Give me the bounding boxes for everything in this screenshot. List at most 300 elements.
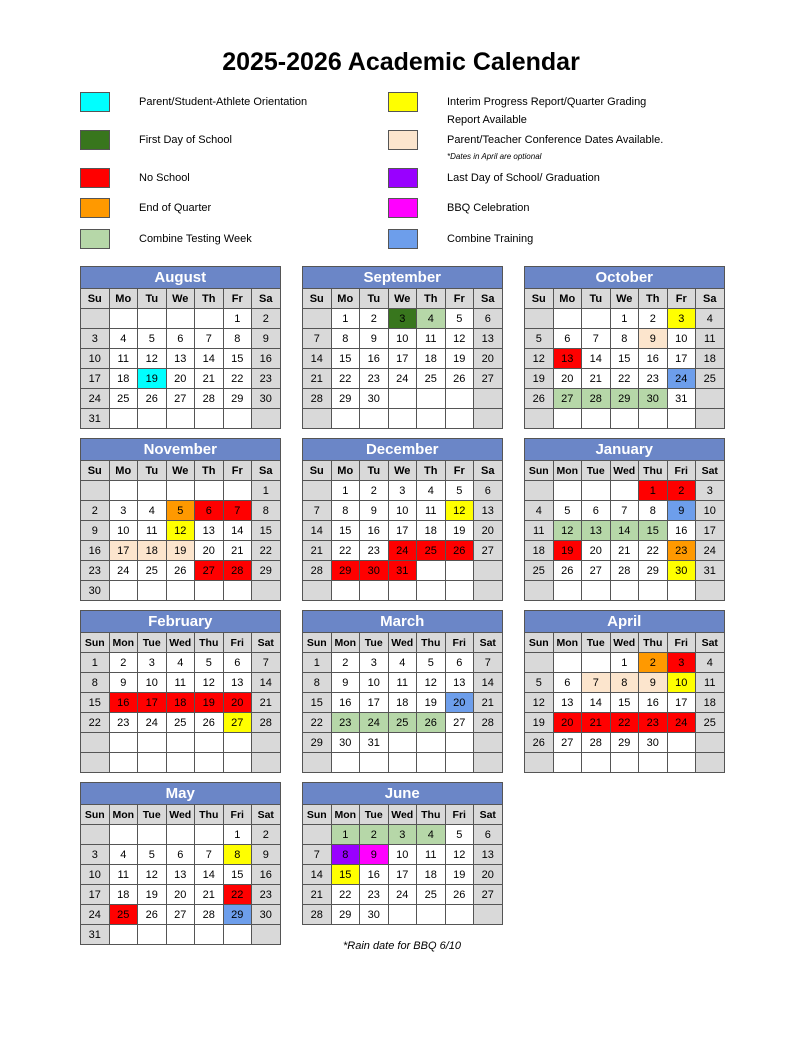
empty-cell [417,561,446,581]
empty-cell [610,481,639,501]
empty-cell [223,581,252,601]
day-cell: 31 [81,925,110,945]
weekday-header: Fr [223,461,252,481]
day-cell: 4 [417,309,446,329]
day-cell: 27 [474,369,503,389]
day-cell: 12 [138,349,167,369]
day-cell: 20 [166,369,195,389]
day-cell: 10 [388,845,417,865]
day-cell: 13 [474,845,503,865]
day-cell: 30 [360,905,389,925]
empty-cell [138,825,167,845]
weekday-header: Sun [525,633,554,653]
day-cell: 13 [223,673,252,693]
day-cell: 16 [360,349,389,369]
day-cell: 7 [582,329,611,349]
legend-label-noschool: No School [139,172,190,184]
weekday-header: We [610,289,639,309]
day-cell: 15 [331,865,360,885]
day-cell: 16 [81,541,110,561]
weekday-header: Mo [331,289,360,309]
empty-cell [445,905,474,925]
day-cell: 16 [639,693,668,713]
day-cell: 29 [252,561,281,581]
weekday-header: Tu [138,289,167,309]
legend-label-training: Combine Training [447,233,534,245]
empty-cell [166,581,195,601]
empty-cell [195,481,224,501]
day-cell: 17 [667,693,696,713]
month-june [302,782,503,925]
day-cell: 24 [138,713,167,733]
weekday-header: Tue [582,461,611,481]
day-cell: 26 [525,733,554,753]
day-cell: 11 [417,845,446,865]
empty-cell [474,905,503,925]
day-cell: 25 [166,713,195,733]
day-cell: 23 [667,541,696,561]
day-cell: 23 [360,369,389,389]
empty-cell [81,733,110,753]
day-cell: 5 [445,309,474,329]
month-name: May [81,783,281,805]
month-name: November [81,439,281,461]
day-cell: 1 [331,309,360,329]
legend-label-quarter: End of Quarter [139,202,212,214]
day-cell: 27 [445,713,474,733]
empty-cell [360,753,389,773]
day-cell: 14 [303,865,332,885]
weekday-header: Tue [138,633,167,653]
day-cell: 9 [667,501,696,521]
weekday-header: Wed [166,633,195,653]
month-name: February [81,611,281,633]
day-cell: 24 [388,369,417,389]
empty-cell [610,753,639,773]
legend-swatch-lastday [388,168,418,188]
day-cell: 24 [81,389,110,409]
legend-swatch-conference [388,130,418,150]
day-cell: 15 [639,521,668,541]
month-september [302,266,503,429]
day-cell: 29 [223,389,252,409]
weekday-header: Fr [445,289,474,309]
day-cell: 1 [331,481,360,501]
legend-label-conference: Parent/Teacher Conference Dates Available. [447,134,664,146]
day-cell: 5 [195,653,224,673]
day-cell: 17 [81,885,110,905]
weekday-header: Fri [667,633,696,653]
legend-label-lastday: Last Day of School/ Graduation [447,172,600,184]
day-cell: 16 [639,349,668,369]
day-cell: 12 [445,845,474,865]
empty-cell [360,581,389,601]
empty-cell [445,581,474,601]
empty-cell [639,409,668,429]
weekday-header: Mon [109,633,138,653]
empty-cell [109,925,138,945]
day-cell: 8 [610,329,639,349]
legend-swatch-noschool [80,168,110,188]
day-cell: 23 [639,369,668,389]
empty-cell [166,309,195,329]
day-cell: 1 [639,481,668,501]
day-cell: 1 [303,653,332,673]
month-name: October [525,267,725,289]
empty-cell [138,481,167,501]
day-cell: 19 [525,369,554,389]
weekday-header: Fri [223,805,252,825]
empty-cell [166,409,195,429]
day-cell: 14 [195,349,224,369]
weekday-header: Thu [195,805,224,825]
day-cell: 8 [223,845,252,865]
legend-swatch-interim [388,92,418,112]
day-cell: 16 [360,521,389,541]
empty-cell [195,825,224,845]
day-cell: 25 [109,905,138,925]
day-cell: 15 [610,349,639,369]
day-cell: 7 [303,329,332,349]
month-january [524,438,725,601]
weekday-header: Tu [138,461,167,481]
day-cell: 12 [525,693,554,713]
empty-cell [195,733,224,753]
day-cell: 31 [360,733,389,753]
weekday-header: Su [525,289,554,309]
weekday-header: Fri [223,633,252,653]
day-cell: 21 [303,369,332,389]
day-cell: 5 [525,673,554,693]
day-cell: 9 [360,501,389,521]
weekday-header: Sat [252,805,281,825]
day-cell: 30 [639,389,668,409]
day-cell: 26 [553,561,582,581]
day-cell: 2 [639,653,668,673]
day-cell: 3 [388,481,417,501]
day-cell: 13 [195,521,224,541]
day-cell: 2 [360,481,389,501]
day-cell: 5 [166,501,195,521]
legend-swatch-bbq [388,198,418,218]
day-cell: 30 [360,389,389,409]
empty-cell [474,733,503,753]
legend-label-first: First Day of School [139,134,232,146]
day-cell: 8 [252,501,281,521]
day-cell: 7 [252,653,281,673]
day-cell: 8 [223,329,252,349]
day-cell: 3 [81,845,110,865]
day-cell: 22 [610,713,639,733]
day-cell: 15 [303,693,332,713]
weekday-header: Mon [331,633,360,653]
day-cell: 27 [195,561,224,581]
day-cell: 2 [81,501,110,521]
empty-cell [639,581,668,601]
legend-swatch-training [388,229,418,249]
day-cell: 2 [360,825,389,845]
weekday-header: Mo [109,461,138,481]
day-cell: 19 [417,693,446,713]
empty-cell [582,409,611,429]
day-cell: 28 [303,905,332,925]
day-cell: 5 [138,845,167,865]
day-cell: 10 [696,501,725,521]
empty-cell [81,825,110,845]
empty-cell [81,309,110,329]
day-cell: 5 [138,329,167,349]
month-name: December [303,439,503,461]
day-cell: 21 [195,369,224,389]
day-cell: 26 [138,905,167,925]
day-cell: 4 [109,329,138,349]
month-name: April [525,611,725,633]
day-cell: 7 [223,501,252,521]
weekday-header: Sat [696,633,725,653]
day-cell: 21 [303,885,332,905]
day-cell: 9 [109,673,138,693]
day-cell: 24 [360,713,389,733]
day-cell: 20 [445,693,474,713]
day-cell: 26 [138,389,167,409]
day-cell: 14 [252,673,281,693]
day-cell: 7 [610,501,639,521]
weekday-header: Tue [360,633,389,653]
weekday-header: Fri [445,805,474,825]
day-cell: 19 [138,885,167,905]
day-cell: 28 [195,905,224,925]
day-cell: 6 [166,845,195,865]
day-cell: 4 [525,501,554,521]
day-cell: 19 [138,369,167,389]
day-cell: 18 [417,521,446,541]
day-cell: 20 [166,885,195,905]
day-cell: 14 [195,865,224,885]
day-cell: 24 [667,369,696,389]
day-cell: 25 [417,369,446,389]
day-cell: 19 [445,349,474,369]
legend-swatch-quarter [80,198,110,218]
legend-label-interim: Interim Progress Report/Quarter Grading [447,96,647,108]
day-cell: 1 [81,653,110,673]
empty-cell [582,481,611,501]
day-cell: 11 [166,673,195,693]
day-cell: 31 [388,561,417,581]
day-cell: 28 [610,561,639,581]
day-cell: 10 [360,673,389,693]
empty-cell [417,905,446,925]
empty-cell [610,581,639,601]
empty-cell [525,409,554,429]
day-cell: 27 [553,733,582,753]
weekday-header: Th [639,289,668,309]
empty-cell [553,753,582,773]
empty-cell [138,309,167,329]
day-cell: 6 [474,309,503,329]
day-cell: 12 [525,349,554,369]
day-cell: 22 [223,369,252,389]
month-august [80,266,281,429]
day-cell: 30 [252,389,281,409]
empty-cell [166,753,195,773]
empty-cell [252,581,281,601]
weekday-header: We [166,289,195,309]
empty-cell [445,733,474,753]
weekday-header: Th [195,289,224,309]
empty-cell [696,389,725,409]
day-cell: 24 [667,713,696,733]
day-cell: 20 [582,541,611,561]
empty-cell [525,653,554,673]
page-title: 2025-2026 Academic Calendar [222,48,580,76]
day-cell: 7 [303,845,332,865]
empty-cell [474,389,503,409]
day-cell: 6 [445,653,474,673]
empty-cell [195,925,224,945]
day-cell: 9 [252,329,281,349]
day-cell: 10 [138,673,167,693]
day-cell: 12 [445,329,474,349]
empty-cell [138,753,167,773]
empty-cell [582,653,611,673]
day-cell: 23 [81,561,110,581]
day-cell: 23 [331,713,360,733]
day-cell: 26 [445,885,474,905]
weekday-header: Sa [474,289,503,309]
weekday-header: Tue [360,805,389,825]
day-cell: 1 [610,309,639,329]
day-cell: 28 [582,389,611,409]
day-cell: 10 [667,673,696,693]
day-cell: 22 [331,541,360,561]
empty-cell [331,409,360,429]
day-cell: 3 [81,329,110,349]
day-cell: 3 [138,653,167,673]
empty-cell [252,753,281,773]
month-march [302,610,503,773]
weekday-header: Th [417,461,446,481]
day-cell: 14 [582,693,611,713]
day-cell: 17 [138,693,167,713]
day-cell: 10 [667,329,696,349]
day-cell: 27 [553,389,582,409]
day-cell: 16 [667,521,696,541]
weekday-header: We [388,461,417,481]
day-cell: 21 [252,693,281,713]
day-cell: 19 [445,521,474,541]
month-name: June [303,783,503,805]
weekday-header: Tu [360,461,389,481]
weekday-header: Thu [639,461,668,481]
day-cell: 19 [166,541,195,561]
legend-label-bbq: BBQ Celebration [447,202,530,214]
day-cell: 8 [331,845,360,865]
day-cell: 17 [696,521,725,541]
day-cell: 6 [223,653,252,673]
empty-cell [388,753,417,773]
empty-cell [138,733,167,753]
day-cell: 25 [525,561,554,581]
day-cell: 9 [360,329,389,349]
day-cell: 20 [474,349,503,369]
weekday-header: Mon [553,461,582,481]
day-cell: 28 [252,713,281,733]
day-cell: 4 [109,845,138,865]
day-cell: 29 [331,905,360,925]
empty-cell [696,581,725,601]
empty-cell [109,409,138,429]
day-cell: 2 [252,309,281,329]
empty-cell [388,905,417,925]
day-cell: 8 [639,501,668,521]
day-cell: 15 [81,693,110,713]
weekday-header: Wed [610,461,639,481]
day-cell: 6 [474,825,503,845]
day-cell: 29 [610,389,639,409]
month-december [302,438,503,601]
day-cell: 10 [388,501,417,521]
day-cell: 8 [331,329,360,349]
day-cell: 11 [696,329,725,349]
empty-cell [582,753,611,773]
day-cell: 12 [445,501,474,521]
empty-cell [388,389,417,409]
day-cell: 8 [303,673,332,693]
day-cell: 13 [582,521,611,541]
day-cell: 5 [417,653,446,673]
day-cell: 4 [166,653,195,673]
empty-cell [195,753,224,773]
empty-cell [166,733,195,753]
day-cell: 31 [667,389,696,409]
footnote: *Rain date for BBQ 6/10 [342,940,461,952]
day-cell: 17 [388,521,417,541]
day-cell: 28 [474,713,503,733]
day-cell: 9 [360,845,389,865]
day-cell: 18 [388,693,417,713]
empty-cell [445,561,474,581]
day-cell: 13 [474,501,503,521]
day-cell: 27 [474,541,503,561]
day-cell: 16 [252,865,281,885]
day-cell: 23 [252,369,281,389]
day-cell: 10 [81,865,110,885]
day-cell: 25 [138,561,167,581]
day-cell: 19 [445,865,474,885]
day-cell: 29 [223,905,252,925]
day-cell: 21 [610,541,639,561]
day-cell: 16 [331,693,360,713]
day-cell: 13 [166,349,195,369]
weekday-header: Wed [166,805,195,825]
weekday-header: Mon [553,633,582,653]
weekday-header: Tue [582,633,611,653]
day-cell: 22 [81,713,110,733]
empty-cell [223,753,252,773]
day-cell: 3 [360,653,389,673]
empty-cell [109,481,138,501]
day-cell: 4 [138,501,167,521]
day-cell: 12 [553,521,582,541]
day-cell: 17 [109,541,138,561]
empty-cell [474,581,503,601]
day-cell: 26 [195,713,224,733]
legend-label-orientation: Parent/Student-Athlete Orientation [139,96,308,108]
day-cell: 17 [388,865,417,885]
day-cell: 26 [445,541,474,561]
day-cell: 22 [639,541,668,561]
day-cell: 21 [582,369,611,389]
